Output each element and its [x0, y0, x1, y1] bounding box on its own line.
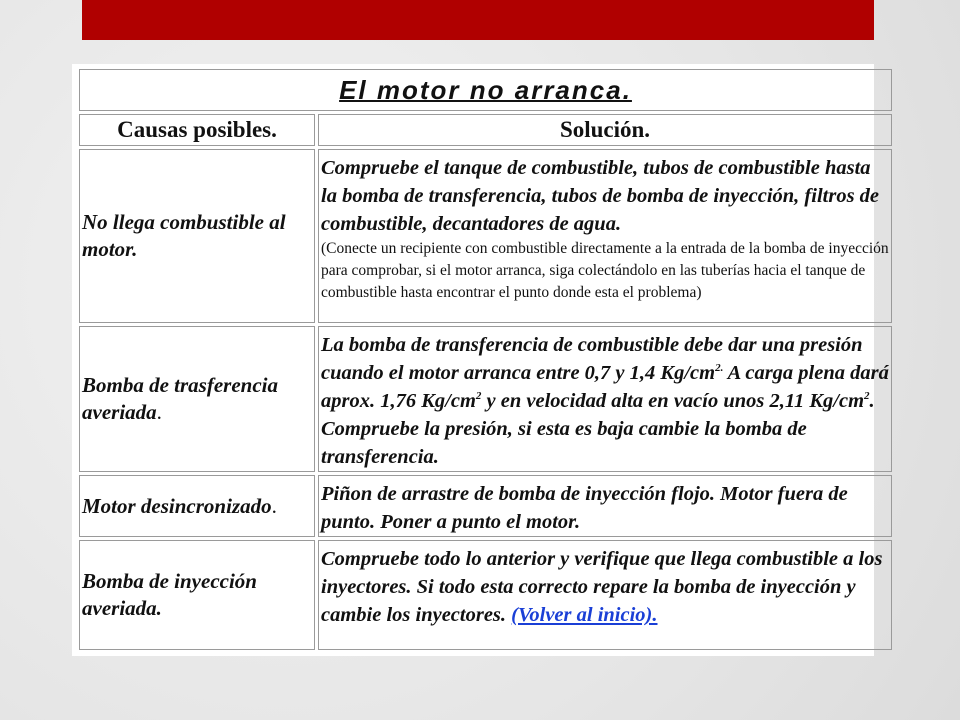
table-title: El motor no arranca.	[339, 74, 632, 105]
solution-cell	[318, 149, 892, 323]
superscript: 2	[864, 390, 870, 403]
solution-text-part: y en velocidad alta en vacío unos 2,11 Kg/cm	[481, 390, 865, 412]
cause-cell	[79, 475, 315, 537]
solution-text-part: La bomba de transferencia de combustible debe dar una presión cuando el motor arranca entre 0,7 y 1,4 Kg/cm	[321, 334, 863, 384]
superscript: 2.	[715, 362, 724, 375]
cause-cell	[79, 540, 315, 650]
cause-text: No llega combustible al motor.	[82, 210, 286, 261]
solution-cell	[318, 326, 892, 472]
table-row	[79, 149, 892, 323]
header-solution: Solución.	[318, 114, 892, 146]
solution-text-part: . Compruebe la presión, si esta es baja cambie la bomba de transferencia.	[321, 390, 875, 468]
solution-cell	[318, 475, 892, 537]
cause-suffix: .	[271, 493, 277, 518]
cause-cell	[79, 149, 315, 323]
solution-text: Compruebe todo lo anterior y verifique que llega combustible a los inyectores. Si todo esta correcto repare la bomba de inyección y cambie los inyectores.	[321, 548, 883, 626]
solution-cell	[318, 540, 892, 650]
solution-note: (Conecte un recipiente con combustible directamente a la entrada de la bomba de inyección para comprobar, si el motor arranca, siga colectándolo en las tuberías hacia el tanque de combustible hasta encontrar el punto donde esta el problema)	[321, 240, 889, 301]
table-row	[79, 540, 892, 650]
table-title-cell	[79, 69, 892, 111]
cause-cell	[79, 326, 315, 472]
cause-text: Bomba de inyección averiada.	[82, 569, 257, 620]
cause-text: Bomba de trasferencia averiada	[82, 373, 278, 424]
solution-text: Piñon de arrastre de bomba de inyección flojo. Motor fuera de punto. Poner a punto el motor.	[321, 483, 848, 533]
troubleshooting-table-container	[72, 64, 889, 656]
header-causes: Causas posibles.	[79, 114, 315, 146]
solution-text: Compruebe el tanque de combustible, tubos de combustible hasta la bomba de transferencia, tubos de bomba de inyección, filtros de combustible, decantadores de agua.	[321, 157, 880, 235]
table-row	[79, 475, 892, 537]
table-row	[79, 326, 892, 472]
title-row	[79, 69, 892, 111]
cause-text: Motor desincronizado	[82, 493, 272, 518]
header-accent-bar	[82, 0, 874, 40]
solution-text-part: A carga plena dará aprox. 1,76 Kg/cm	[321, 362, 889, 412]
troubleshooting-table	[76, 66, 895, 653]
superscript: 2	[475, 390, 482, 403]
back-to-start-link[interactable]: (Volver al inicio).	[511, 604, 658, 626]
header-row	[79, 114, 892, 146]
cause-suffix: .	[156, 400, 162, 424]
